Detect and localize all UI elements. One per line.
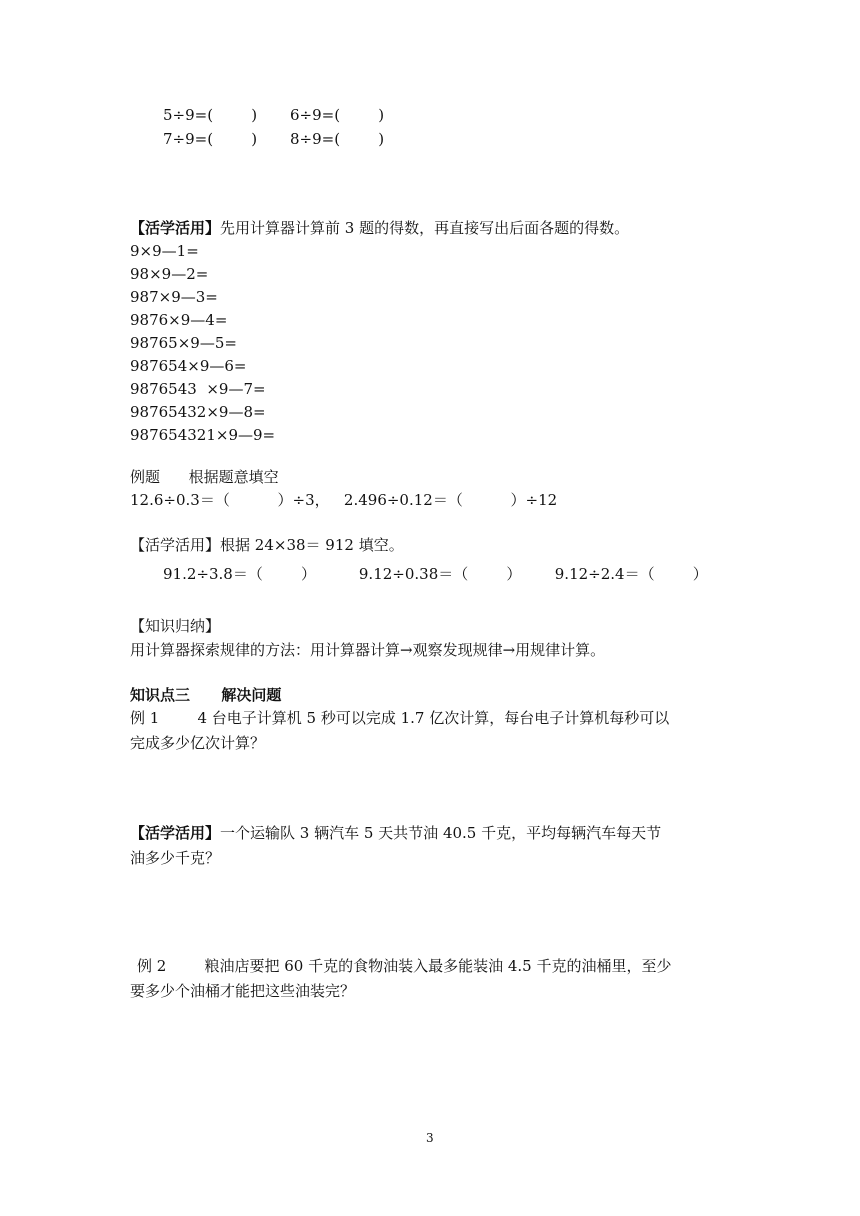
division-item-8-9: 8÷9=( ) (290, 130, 385, 148)
division-item-5-9: 5÷9=( ) (163, 106, 258, 124)
practice3-line1 (130, 823, 661, 843)
example-fill-line: 12.6÷0.3＝（ ）÷3， 2.496÷0.12＝（ ）÷12 (130, 491, 558, 509)
division-item-6-9: 6÷9=( ) (290, 106, 385, 124)
practice1-instruction (130, 218, 629, 238)
practice2-tag: 【活学活用】 (130, 536, 221, 554)
practice1-item: 98765×9—5= (130, 334, 237, 352)
summary-text: 用计算器探索规律的方法：用计算器计算→观察发现规律→用规律计算。 (130, 641, 606, 659)
practice3-line2: 油多少千克？ (130, 849, 221, 867)
summary-title: 【知识归纳】 (130, 617, 221, 635)
page-number: 3 (426, 1131, 434, 1145)
practice1-item: 987×9—3= (130, 288, 218, 306)
example1-line2: 完成多少亿次计算？ (130, 734, 266, 752)
practice1-item: 9876543 ×9—7= (130, 380, 266, 398)
practice1-item: 9876×9—4= (130, 311, 228, 329)
practice1-item: 987654×9—6= (130, 357, 247, 375)
example-fill-title: 例题 根据题意填空 (130, 468, 279, 486)
section3-title: 知识点三 解决问题 (130, 686, 282, 704)
practice2-text: 根据 24×38＝ 912 填空。 (220, 536, 404, 554)
practice1-item: 987654321×9—9= (130, 426, 276, 444)
practice2-line: 91.2÷3.8＝（ ） 9.12÷0.38＝（ ） 9.12÷2.4＝（ ） (163, 565, 708, 583)
practice1-item: 98765432×9—8= (130, 403, 266, 421)
practice1-tag: 【活学活用】 (130, 219, 221, 237)
practice3-text: 一个运输队 3 辆汽车 5 天共节油 40.5 千克，平均每辆汽车每天节 (220, 824, 662, 842)
practice2-instruction (130, 535, 404, 555)
example2-line2: 要多少个油桶才能把这些油装完？ (130, 982, 356, 1000)
practice1-item: 98×9—2= (130, 265, 209, 283)
practice1-item: 9×9—1= (130, 242, 199, 260)
practice1-text: 先用计算器计算前 3 题的得数，再直接写出后面各题的得数。 (220, 219, 630, 237)
practice3-tag: 【活学活用】 (130, 824, 221, 842)
example2-line1: 例 2 粮油店要把 60 千克的食物油装入最多能装油 4.5 千克的油桶里，至少 (137, 957, 672, 975)
example1-line1: 例 1 4 台电子计算机 5 秒可以完成 1.7 亿次计算，每台电子计算机每秒可以 (130, 709, 670, 727)
division-item-7-9: 7÷9=( ) (163, 130, 258, 148)
